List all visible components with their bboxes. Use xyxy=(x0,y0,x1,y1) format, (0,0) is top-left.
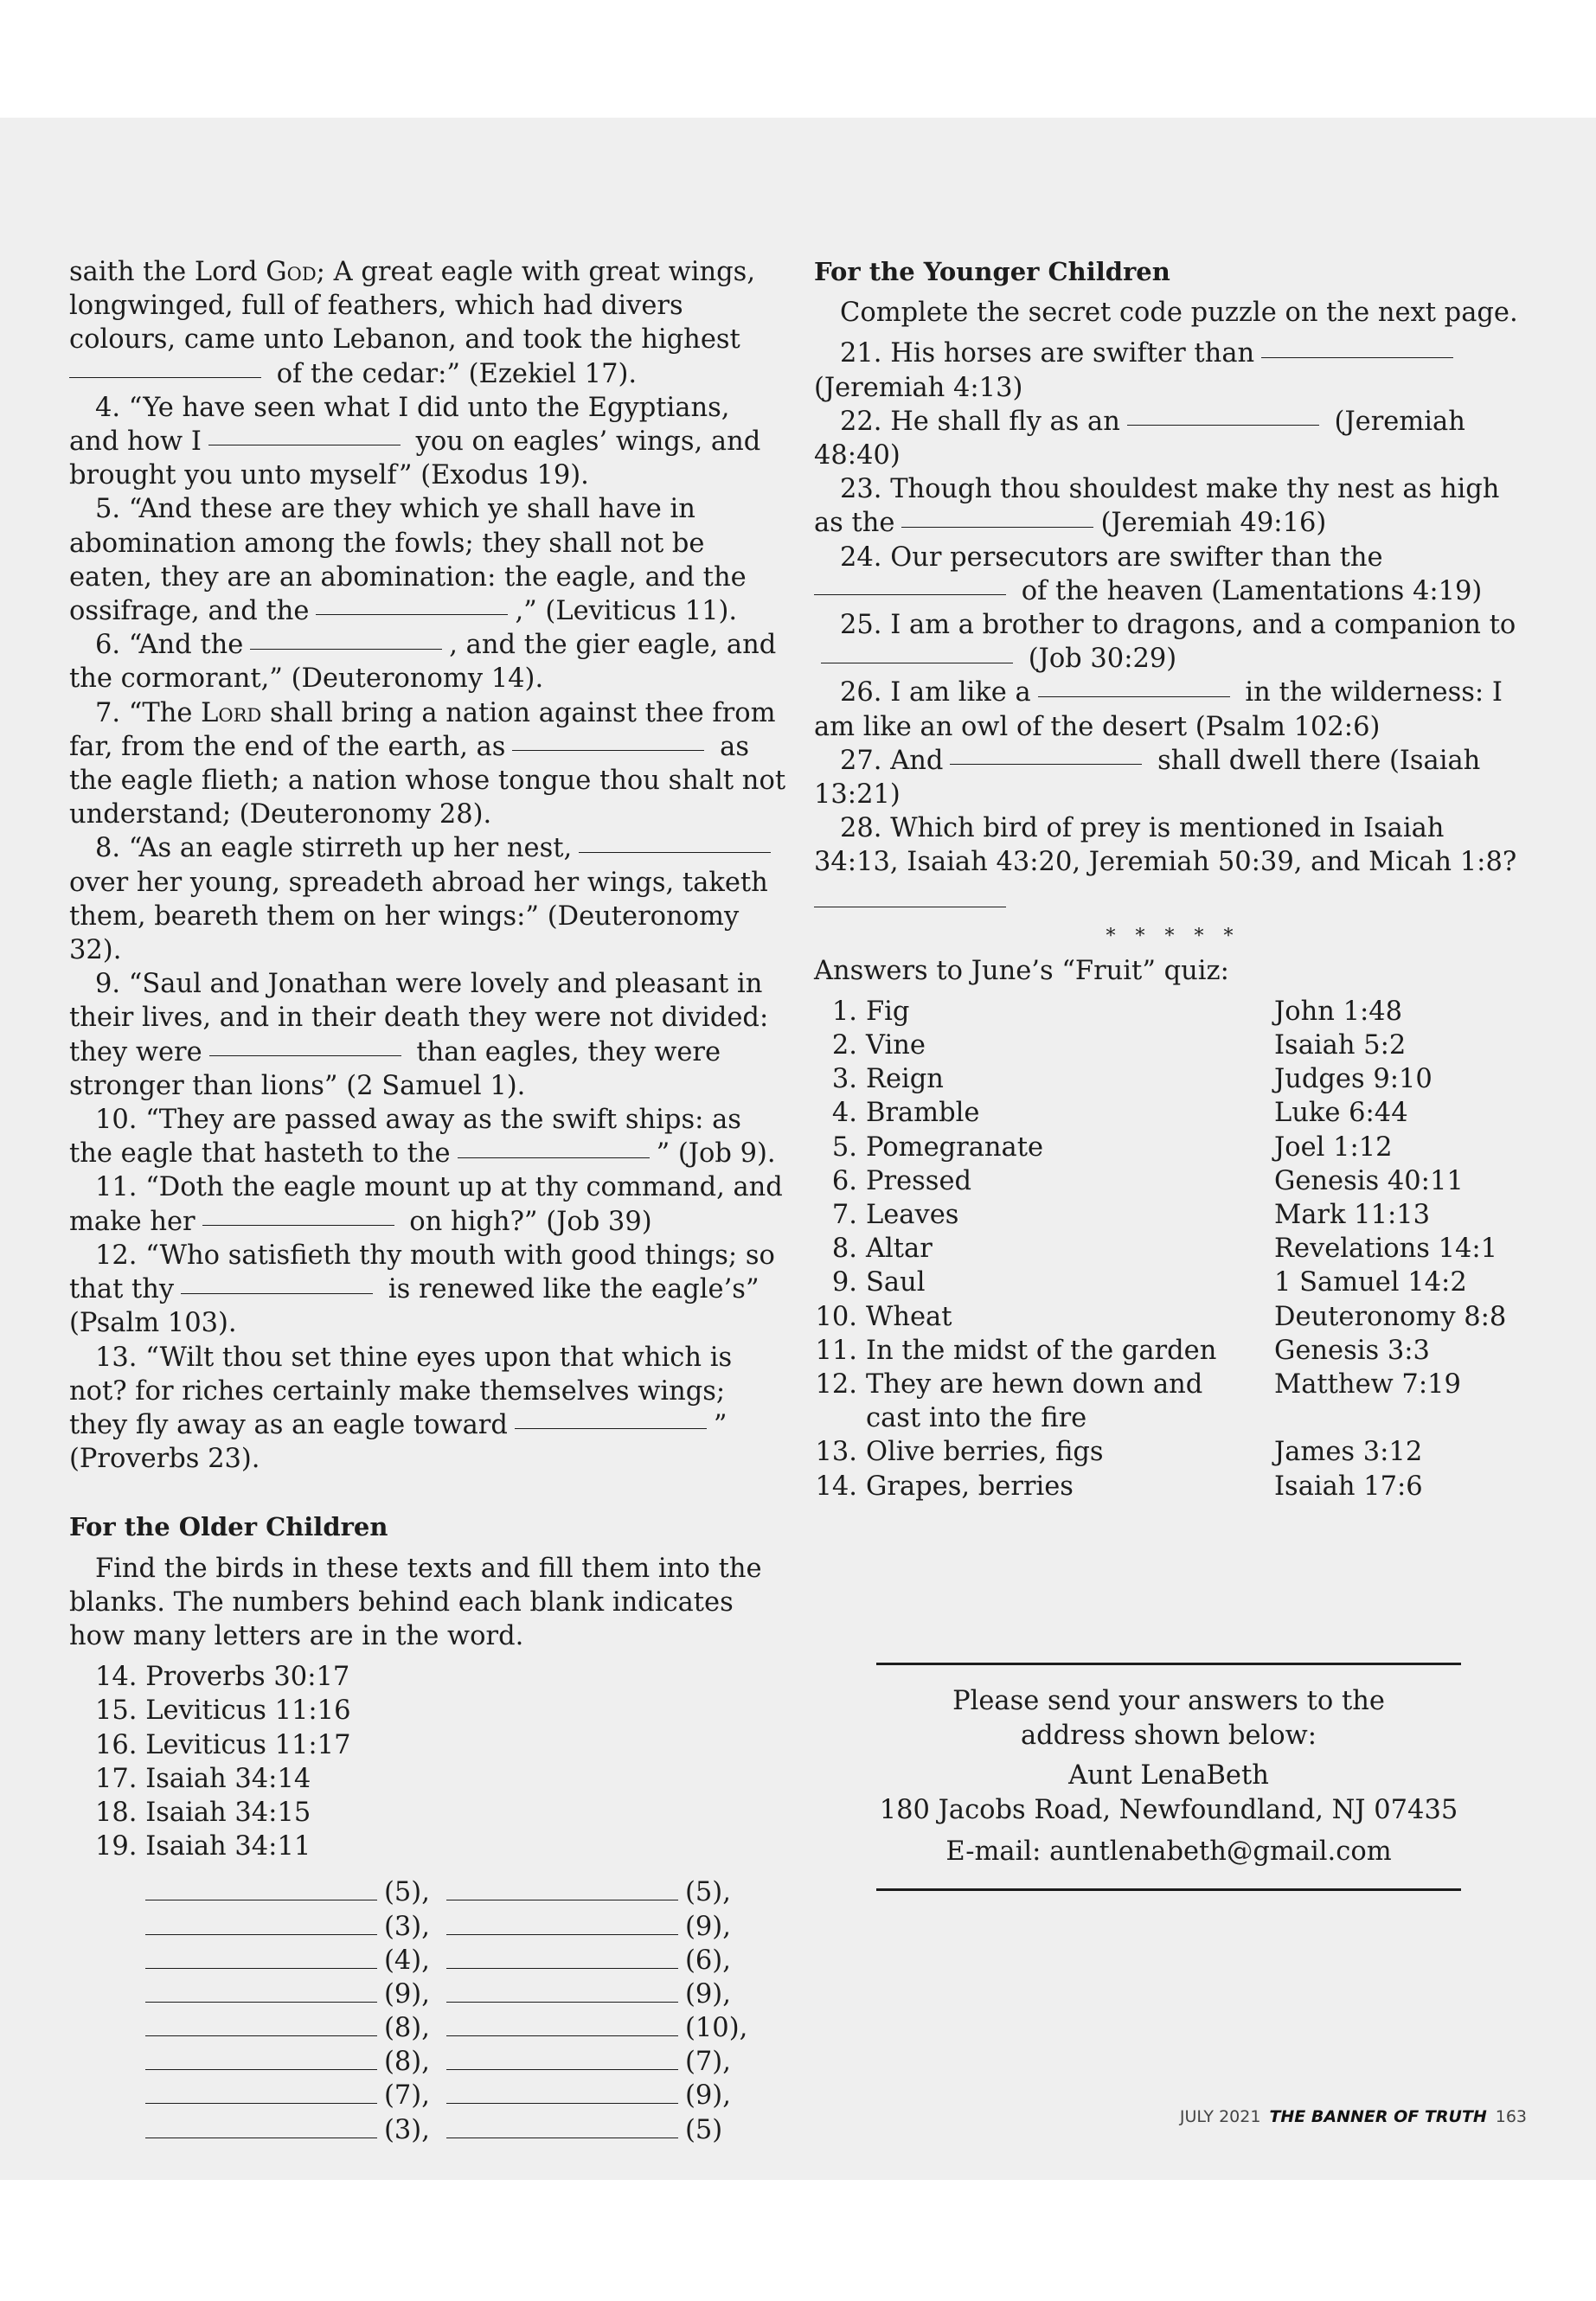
question-26: 26. I am like a in the wilderness: I am like an owl of the desert (Psalm 102:6) xyxy=(814,677,1503,742)
answer-blank xyxy=(821,662,1013,663)
question-13: 13. “Wilt thou set thine eyes upon that which is not? for riches certainly make themselves wings; they fly away as an eagle toward ” (Proverbs 23). xyxy=(69,1342,733,1475)
letter-count-blanks xyxy=(145,1875,787,2147)
answer-blank xyxy=(69,376,261,378)
answer-blank xyxy=(145,2137,377,2138)
answer-row: 1. Fig John 1:48 xyxy=(831,996,1403,1027)
question-4: 4. “Ye have seen what I did unto the Egyptians, and how I you on eagles’ wings, and brought you unto myself” (Exodus 19). xyxy=(69,392,761,491)
page-footer xyxy=(1180,2107,1527,2126)
answers-table xyxy=(814,995,1532,1503)
left-column xyxy=(69,255,787,2147)
answer-row: 4. Bramble Luke 6:44 xyxy=(831,1098,1408,1129)
answer-blank xyxy=(814,593,1006,595)
answer-blank xyxy=(145,2035,377,2036)
answer-blank xyxy=(145,1899,377,1900)
answer-blank xyxy=(515,1427,707,1429)
answer-blank xyxy=(250,648,442,650)
answer-row: 9. Saul 1 Samuel 14:2 xyxy=(831,1267,1467,1298)
answer-row: 13. Olive berries, figs James 3:12 xyxy=(815,1437,1423,1468)
blank-row: (3), (9), xyxy=(145,1910,787,1944)
section-divider-stars: * * * * * xyxy=(1106,926,1240,948)
blank-row: (5), (5), xyxy=(145,1875,787,1909)
answer-blank xyxy=(950,763,1142,765)
answer-blank xyxy=(145,1967,377,1969)
mailing-address: 180 Jacobs Road, Newfoundland, NJ 07435 xyxy=(879,1795,1458,1825)
answer-blank xyxy=(145,2068,377,2070)
answer-row: 10. Wheat Deuteronomy 8:8 xyxy=(815,1301,1507,1332)
answer-row: 11. In the midst of the garden Genesis 3:3 xyxy=(815,1335,1430,1366)
intro-paragraph: saith the Lord God; A great eagle with great wings, longwinged, full of feathers, which had divers colours, came unto Lebanon, and took the highest of the cedar:” (Ezekiel 17). xyxy=(69,257,756,389)
younger-children-heading: For the Younger Children xyxy=(814,257,1170,286)
blank-row: (4), (6), xyxy=(145,1944,787,1977)
answer-row: 8. Altar Revelations 14:1 xyxy=(831,1234,1498,1265)
send-answers-line-1: Please send your answers to the xyxy=(952,1686,1385,1716)
question-22: 22. He shall fly as an (Jeremiah 48:40) xyxy=(814,406,1465,471)
answer-blank xyxy=(145,2001,377,2003)
question-23: 23. Though thou shouldest make thy nest as high as the (Jeremiah 49:16) xyxy=(814,474,1500,539)
answer-row: 5. Pomegranate Joel 1:12 xyxy=(831,1131,1393,1163)
older-children-intro: Find the birds in these texts and fill them into the blanks. The numbers behind each blank indicates how many letters are in the word. xyxy=(69,1553,762,1651)
question-5: 5. “And these are they which ye shall have in abomination among the fowls; they shall not be eaten, they are an abomination: the eagle, and the ossifrage, and the ,” (Leviticus 11). xyxy=(69,494,747,627)
top-rule xyxy=(876,1663,1461,1665)
question-11: 11. “Doth the eagle mount up at thy command, and make her on high?” (Job 39) xyxy=(69,1172,783,1237)
list-item: 15. Leviticus 11:16 xyxy=(95,1695,351,1727)
page-number: 163 xyxy=(1495,2107,1527,2126)
answer-row: 6. Pressed Genesis 40:11 xyxy=(831,1165,1464,1196)
issue-date: JULY 2021 xyxy=(1179,2107,1261,2126)
list-item: 16. Leviticus 11:17 xyxy=(95,1729,351,1760)
answer-blank xyxy=(316,613,508,615)
answer-row: 14. Grapes, berries Isaiah 17:6 xyxy=(815,1471,1423,1502)
younger-children-intro: Complete the secret code puzzle on the next page. xyxy=(840,298,1518,329)
answer-blank xyxy=(145,1933,377,1935)
address-box xyxy=(876,1663,1461,1891)
blank-row: (8), (7), xyxy=(145,2045,787,2079)
answer-blank xyxy=(458,1157,650,1158)
answer-blank xyxy=(446,1899,678,1900)
answer-blank xyxy=(814,906,1006,907)
answer-blank xyxy=(446,1933,678,1935)
older-children-heading: For the Older Children xyxy=(69,1512,388,1542)
answer-blank xyxy=(446,1967,678,1969)
answer-blank xyxy=(1261,356,1453,358)
list-item: 18. Isaiah 34:15 xyxy=(95,1797,311,1828)
question-10: 10. “They are passed away as the swift ships: as the eagle that hasteth to the ” (Job 9). xyxy=(69,1105,776,1170)
question-8: 8. “As an eagle stirreth up her nest, over her young, spreadeth abroad her wings, taketh them, beareth them on her wings:” (Deuteronomy 32). xyxy=(69,831,787,967)
older-children-list xyxy=(69,1660,787,1863)
answer-row: 7. Leaves Mark 11:13 xyxy=(831,1200,1431,1231)
blank-row: (3), (5) xyxy=(145,2113,787,2147)
list-item: 19. Isaiah 34:11 xyxy=(95,1831,311,1862)
bottom-rule xyxy=(876,1888,1461,1891)
blank-row: (8), (10), xyxy=(145,2011,787,2045)
answer-row: 3. Reign Judges 9:10 xyxy=(831,1064,1433,1095)
answer-blank xyxy=(1038,695,1230,697)
answer-blank xyxy=(901,526,1093,528)
question-21: 21. His horses are swifter than (Jeremiah 4:13) xyxy=(814,336,1532,404)
answer-blank xyxy=(579,851,771,853)
question-9: 9. “Saul and Jonathan were lovely and pleasant in their lives, and in their death they were not divided: they were than eagles, they were stronger than lions” (2 Samuel 1). xyxy=(69,969,769,1101)
email-address: E-mail: auntlenabeth@gmail.com xyxy=(945,1836,1392,1867)
question-27: 27. And shall dwell there (Isaiah 13:21) xyxy=(814,745,1481,811)
question-25: 25. I am a brother to dragons, and a companion to (Job 30:29) xyxy=(814,608,1532,676)
answer-blank xyxy=(446,2137,678,2138)
answer-row: 2. Vine Isaiah 5:2 xyxy=(831,1030,1407,1061)
answer-blank xyxy=(181,1292,373,1294)
answer-blank xyxy=(1127,424,1319,426)
blank-row: (9), (9), xyxy=(145,1977,787,2011)
answer-blank xyxy=(446,2102,678,2104)
send-answers-line-2: address shown below: xyxy=(1020,1721,1317,1751)
answers-heading: Answers to June’s “Fruit” quiz: xyxy=(814,955,1229,986)
blank-row: (7), (9), xyxy=(145,2079,787,2112)
answer-blank xyxy=(446,2001,678,2003)
answer-blank xyxy=(446,2068,678,2070)
answer-blank xyxy=(209,1054,401,1056)
list-item: 14. Proverbs 30:17 xyxy=(95,1662,350,1693)
answer-blank xyxy=(208,444,401,445)
question-6: 6. “And the , and the gier eagle, and the cormorant,” (Deuteronomy 14). xyxy=(69,630,777,695)
answer-blank xyxy=(512,749,704,751)
list-item: 17. Isaiah 34:14 xyxy=(95,1763,311,1794)
recipient-name: Aunt LenaBeth xyxy=(1068,1760,1269,1791)
right-column xyxy=(814,255,1532,1503)
answer-blank xyxy=(202,1224,394,1226)
question-28: 28. Which bird of prey is mentioned in Isaiah 34:13, Isaiah 43:20, Jeremiah 50:39, and Micah 1:8? xyxy=(814,811,1532,920)
answer-blank xyxy=(446,2035,678,2036)
question-24: 24. Our persecutors are swifter than the of the heaven (Lamentations 4:19) xyxy=(814,541,1532,608)
answer-blank xyxy=(145,2102,377,2104)
magazine-title: THE BANNER OF TRUTH xyxy=(1269,2107,1487,2126)
question-7: 7. “The Lord shall bring a nation against thee from far, from the end of the earth, as as the eagle flieth; a nation whose tongue thou shalt not understand; (Deuteronomy 28). xyxy=(69,697,786,830)
question-12: 12. “Who satisfieth thy mouth with good things; so that thy is renewed like the eagle’s” (Psalm 103). xyxy=(69,1240,775,1339)
answer-row: 12. They are hewn down and cast into the fire Matthew 7:19 xyxy=(815,1369,1461,1434)
